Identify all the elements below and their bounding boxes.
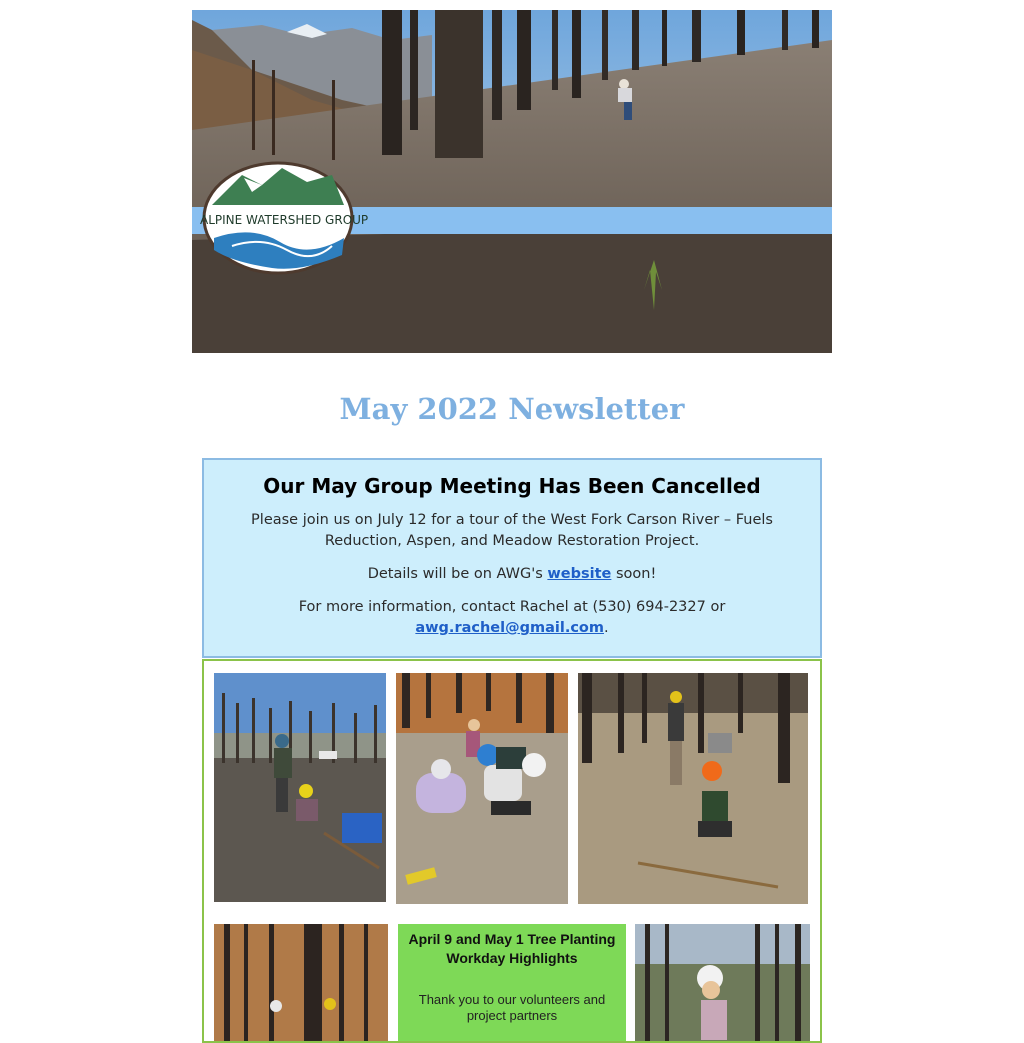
highlights-title: April 9 and May 1 Tree Planting Workday Highlights	[408, 931, 616, 966]
newsletter-title: May 2022 Newsletter	[339, 392, 685, 426]
details-prefix: Details will be on AWG's	[367, 566, 548, 582]
email-suffix: .	[604, 620, 609, 636]
website-link[interactable]: website	[547, 566, 612, 582]
forest-volunteers-photo	[214, 924, 388, 1043]
notice-contact-paragraph	[244, 597, 780, 639]
kids-planting-photo	[396, 673, 568, 904]
child-hardhat-photo	[635, 924, 810, 1043]
partners-planting-photo	[578, 673, 808, 904]
meeting-notice-box	[202, 458, 822, 658]
highlights-body: Thank you to our volunteers and project partners	[418, 992, 606, 1023]
logo-text: ALPINE WATERSHED GROUP	[200, 213, 369, 227]
volunteers-planting-photo	[214, 673, 386, 902]
contact-text: For more information, contact Rachel at (530) 694-2327 or	[298, 599, 726, 615]
photo-gallery-box	[202, 659, 822, 1043]
notice-heading: Our May Group Meeting Has Been Cancelled	[263, 474, 761, 498]
header-banner-image	[192, 10, 832, 353]
notice-tour-paragraph: Please join us on July 12 for a tour of the West Fork Carson River – Fuels Reduction, Aspen, and Meadow Restoration Project.	[251, 512, 773, 549]
tree-planting-highlights-card	[398, 924, 626, 1043]
email-link[interactable]: awg.rachel@gmail.com	[415, 620, 604, 636]
details-suffix: soon!	[611, 566, 657, 582]
notice-details-paragraph	[244, 564, 780, 585]
